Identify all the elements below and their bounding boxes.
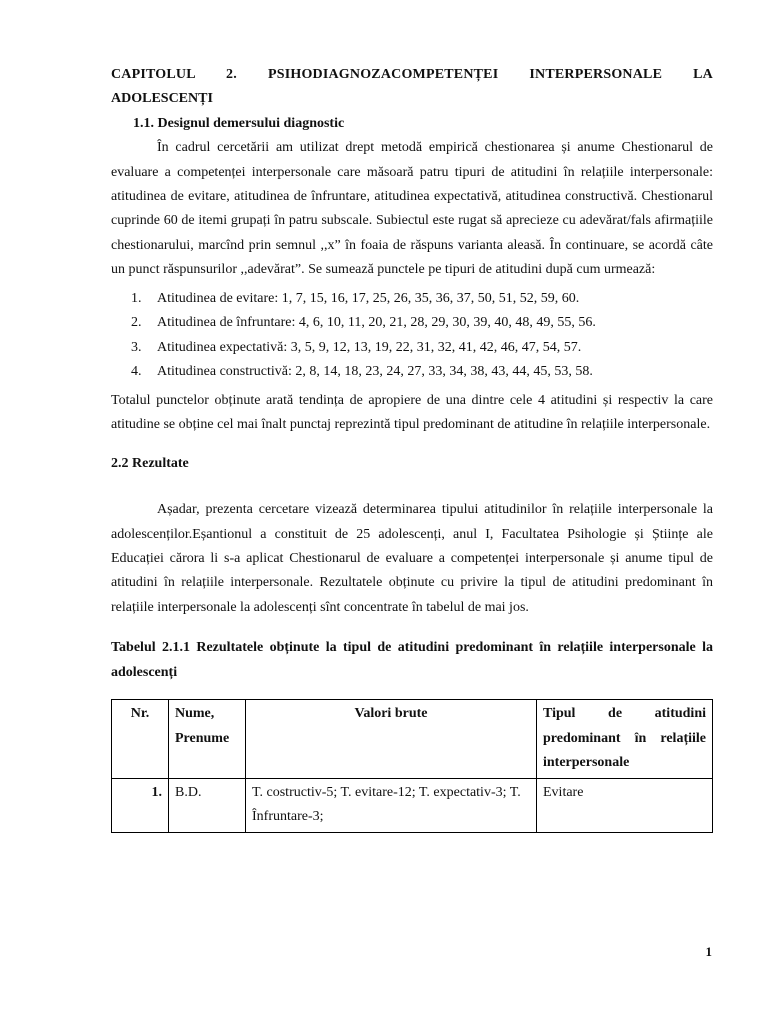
cell-name: B.D. bbox=[169, 778, 246, 832]
list-item: 2. Atitudinea de înfruntare: 4, 6, 10, 11, 20, 21, 28, 29, 30, 39, 40, 48, 49, 55, 56. bbox=[131, 315, 596, 331]
table-row bbox=[112, 778, 713, 832]
header-raw-values: Valori brute bbox=[246, 700, 537, 779]
header-nr: Nr. bbox=[112, 700, 169, 779]
attitude-scoring-list bbox=[111, 287, 713, 385]
list-item: 3. Atitudinea expectativă: 3, 5, 9, 12, 13, 19, 22, 31, 32, 41, 42, 46, 47, 54, 57. bbox=[131, 339, 582, 355]
chapter-title: CAPITOLUL 2. PSIHODIAGNOZACOMPETENȚEI INTERPERSONALE LA bbox=[111, 67, 713, 82]
header-attitude-type: Tipul de atitudini predominant în relațiile interpersonale bbox=[537, 700, 713, 779]
section-heading-2-2: 2.2 Rezultate bbox=[111, 455, 189, 471]
table-caption: Tabelul 2.1.1 Rezultatele obținute la tipul de atitudini predominant în relațiile interpersonale la adolescenți bbox=[111, 640, 713, 680]
section-heading-1-1: 1.1. Designul demersului diagnostic bbox=[133, 115, 345, 131]
total-score-paragraph: Totalul punctelor obținute arată tendința de apropiere de una dintre cele 4 atitudini și respectiv la care atitudine se obține cel mai înalt punctaj reprezintă tipul predominant de atitudine în relațiile interpersonale. bbox=[111, 393, 713, 433]
document-page bbox=[111, 63, 713, 833]
list-item: 1. Atitudinea de evitare: 1, 7, 15, 16, 17, 25, 26, 35, 36, 37, 50, 51, 52, 59, 60. bbox=[131, 290, 580, 306]
method-paragraph: În cadrul cercetării am utilizat drept metodă empirică chestionarea și anume Chestionarul de evaluare a competenței interpersonale care măsoară patru tipuri de atitudini în relațiile interpersonale: atitudinea de evitare, atitudinea de înfruntare, atitudinea expectativă, atitudinea constructivă. Chestionarul cuprinde 60 de itemi grupați în patru subscale. Subiectul este rugat să aprecieze cu adevărat/fals afirmațiile chestionarului, marcînd prin semnul ,,x” în foaia de răspuns varianta aleasă. În continuare, se acordă câte un punct răspunsurilor ,,adevărat”. Se sumează punctele pe tipuri de atitudini după cum urmează: bbox=[111, 140, 713, 278]
results-table bbox=[111, 699, 713, 833]
cell-raw-values: T. costructiv-5; T. evitare-12; T. expectativ-3; T. Înfruntare-3; bbox=[246, 778, 537, 832]
results-paragraph: Așadar, prezenta cercetare vizează determinarea tipului atitudinilor în relațiile interpersonale la adolescenților.Eșantionul a constituit de 25 adolescenți, anul I, Facultatea Psihologie și Științe ale Educației cărora li s-a aplicat Chestionarul de evaluare a competenței interpersonale și anume tipul de atitudini în relațiile interpersonale. Rezultatele obținute cu privire la tipul de atitudini predominant în relațiile interpersonale la adolescenți sînt concentrate în tabelul de mai jos. bbox=[111, 502, 713, 615]
chapter-title-continued: ADOLESCENȚI bbox=[111, 91, 213, 107]
page-number: 1 bbox=[705, 944, 712, 959]
cell-nr: 1. bbox=[112, 778, 169, 832]
list-item: 4. Atitudinea constructivă: 2, 8, 14, 18, 23, 24, 27, 33, 34, 38, 43, 44, 45, 53, 58. bbox=[131, 364, 593, 380]
cell-attitude-type: Evitare bbox=[537, 778, 713, 832]
header-name: Nume, Prenume bbox=[169, 700, 246, 779]
table-header-row bbox=[112, 700, 713, 779]
